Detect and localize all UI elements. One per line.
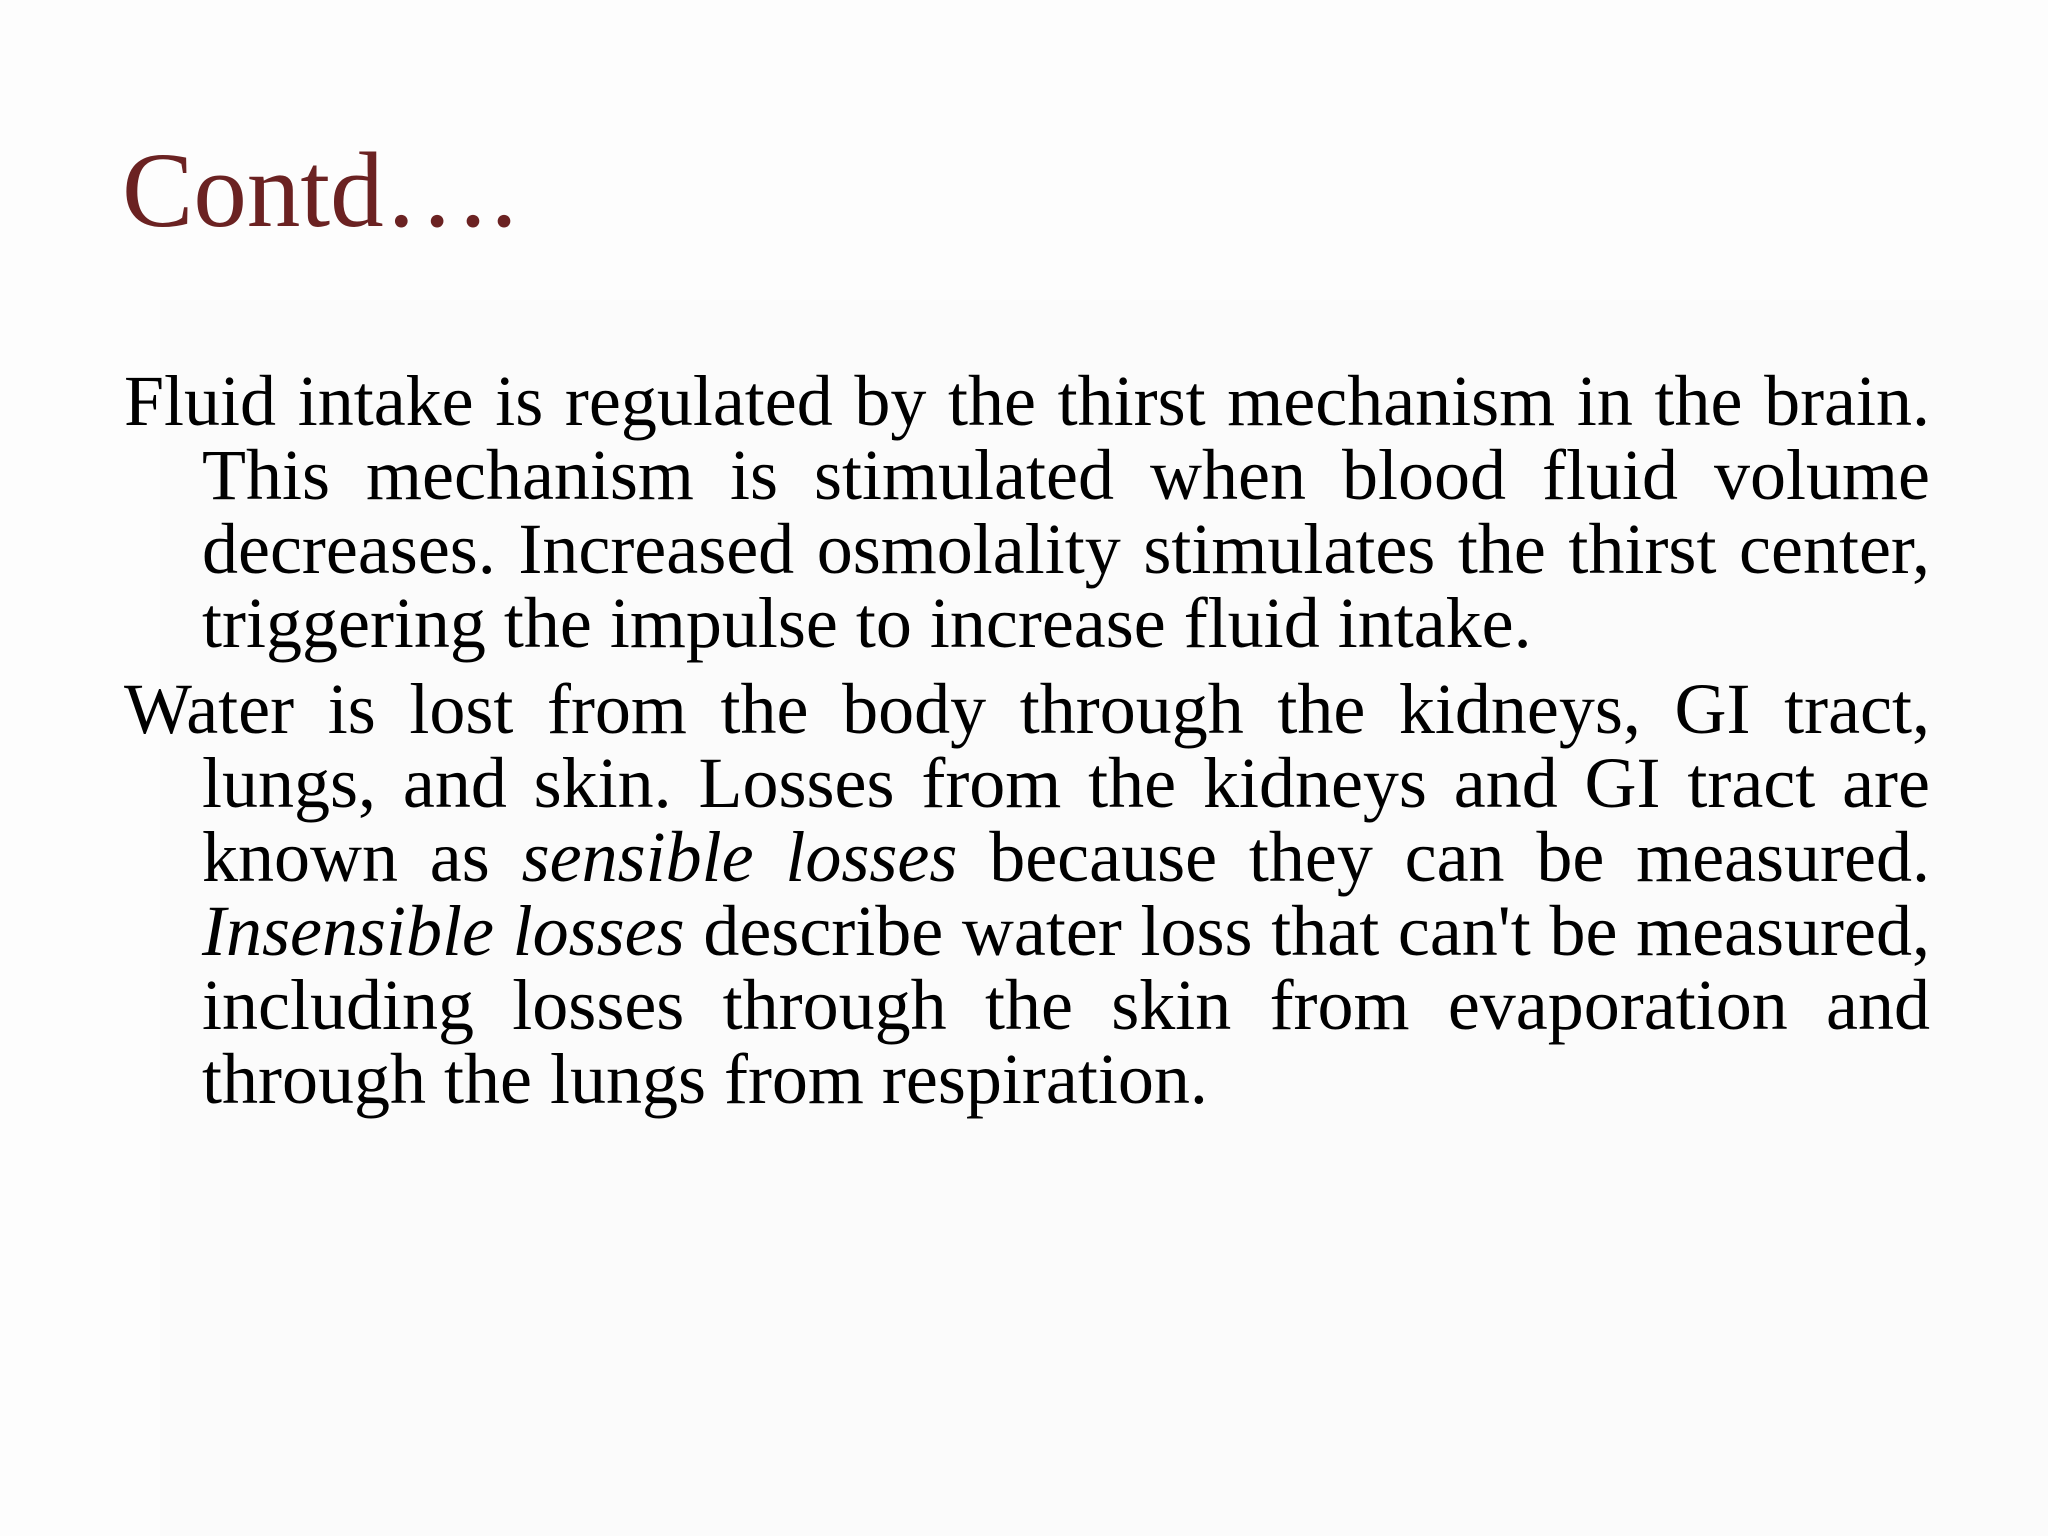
paragraph-water-loss — [124, 669, 1930, 1119]
water-loss-text-2: because they can be measured. — [957, 817, 1930, 897]
sensible-losses-term: sensible losses — [521, 817, 958, 897]
water-loss-text-3: describe water loss that can't be measured, including losses through the skin from evaporation and through the lungs from respiration. — [202, 891, 1930, 1119]
water-loss-text-1: Water is lost from the body through the kidneys, GI tract, lungs, and skin. Losses from the kidneys and GI tract are known as — [124, 669, 1930, 897]
slide-title: Contd…. — [122, 132, 518, 250]
slide-body — [124, 361, 1930, 1128]
paragraph-fluid-intake: Fluid intake is regulated by the thirst mechanism in the brain. This mechanism is stimulated when blood fluid volume decreases. Increased osmolality stimulates the thirst center, triggering the impulse to increase fluid intake. — [124, 361, 1930, 663]
insensible-losses-term: Insensible losses — [202, 891, 685, 971]
